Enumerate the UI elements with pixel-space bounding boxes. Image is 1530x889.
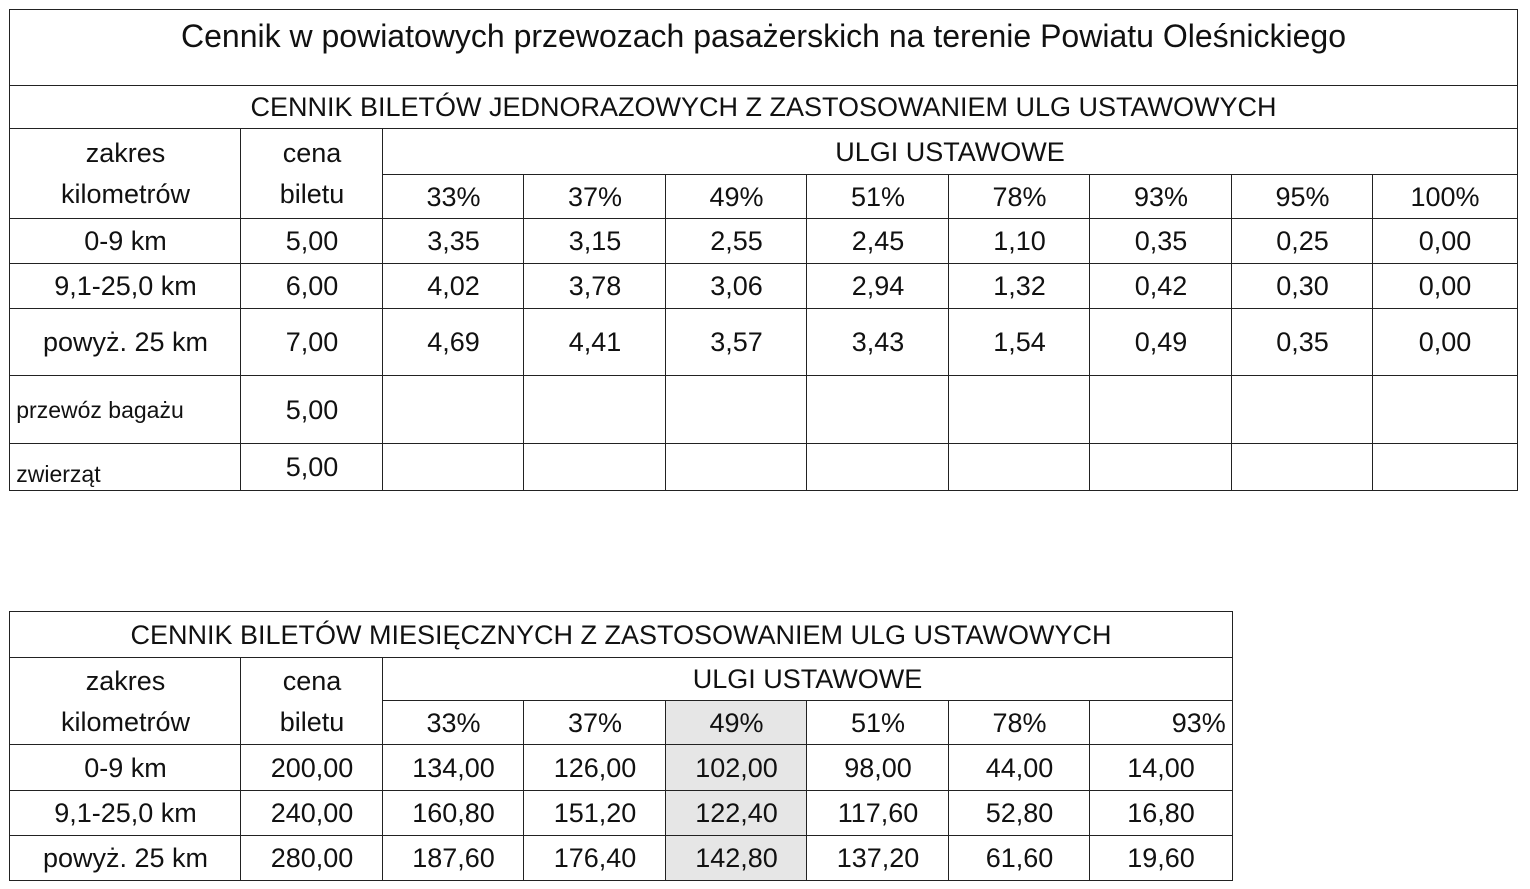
empty-cell (806, 443, 950, 491)
monthly-row1-value: 102,00 (665, 744, 808, 792)
single-row3-value: 1,54 (948, 308, 1091, 377)
single-discount-51: 51% (806, 174, 950, 220)
single-row2-value: 4,02 (382, 263, 525, 310)
monthly-row3-value: 176,40 (523, 835, 667, 881)
single-range-header (9, 128, 242, 220)
empty-cell (948, 443, 1091, 491)
single-discount-49: 49% (665, 174, 808, 220)
monthly-row3-value: 19,60 (1089, 835, 1233, 881)
empty-cell (1372, 443, 1518, 491)
monthly-range-header-line1: zakres (85, 665, 166, 696)
single-row3-value: 0,35 (1231, 308, 1374, 377)
monthly-price-header (240, 657, 384, 746)
single-row3-price: 7,00 (240, 308, 384, 377)
monthly-discount-37: 37% (523, 700, 667, 746)
monthly-row2-value: 52,80 (948, 790, 1091, 837)
single-row2-value: 0,30 (1231, 263, 1374, 310)
single-row3-value: 3,43 (806, 308, 950, 377)
single-discount-37: 37% (523, 174, 667, 220)
single-range-header-line1: zakres (85, 138, 166, 168)
luggage-label: przewóz bagażu (9, 375, 242, 445)
single-row2-value: 3,06 (665, 263, 808, 310)
single-row1-value: 3,15 (523, 218, 667, 265)
empty-cell (1231, 443, 1374, 491)
single-row3-value: 0,00 (1372, 308, 1518, 377)
monthly-row2-value: 16,80 (1089, 790, 1233, 837)
empty-cell (665, 375, 808, 445)
single-row2-price: 6,00 (240, 263, 384, 310)
monthly-row3-price: 280,00 (240, 835, 384, 881)
monthly-row1-value: 44,00 (948, 744, 1091, 792)
single-table-heading: CENNIK BILETÓW JEDNORAZOWYCH Z ZASTOSOWANIEM ULG USTAWOWYCH (9, 85, 1518, 130)
empty-cell (523, 375, 667, 445)
single-row1-price: 5,00 (240, 218, 384, 265)
monthly-discount-49: 49% (665, 700, 808, 746)
single-row1-value: 1,10 (948, 218, 1091, 265)
monthly-row1-range: 0-9 km (9, 744, 242, 792)
empty-cell (1089, 443, 1233, 491)
single-price-header-line2: biletu (279, 179, 345, 209)
monthly-row2-value: 122,40 (665, 790, 808, 837)
single-row2-value: 2,94 (806, 263, 950, 310)
empty-cell (665, 443, 808, 491)
empty-cell (382, 443, 525, 491)
monthly-discounts-header: ULGI USTAWOWE (382, 657, 1233, 702)
single-row3-value: 0,49 (1089, 308, 1233, 377)
animals-label: zwierząt (9, 443, 242, 491)
monthly-row3-value: 61,60 (948, 835, 1091, 881)
monthly-ticket-table (10, 612, 1232, 880)
monthly-discount-78: 78% (948, 700, 1091, 746)
single-discount-93: 93% (1089, 174, 1233, 220)
monthly-row2-range: 9,1-25,0 km (9, 790, 242, 837)
single-row2-value: 1,32 (948, 263, 1091, 310)
monthly-row2-value: 151,20 (523, 790, 667, 837)
single-row1-value: 2,55 (665, 218, 808, 265)
single-row2-value: 0,42 (1089, 263, 1233, 310)
single-row1-range: 0-9 km (9, 218, 242, 265)
single-price-header (240, 128, 384, 220)
empty-cell (1231, 375, 1374, 445)
single-row2-range: 9,1-25,0 km (9, 263, 242, 310)
empty-cell (806, 375, 950, 445)
monthly-table-heading: CENNIK BILETÓW MIESIĘCZNYCH Z ZASTOSOWANIEM ULG USTAWOWYCH (9, 611, 1233, 659)
single-discount-95: 95% (1231, 174, 1374, 220)
single-price-header-line1: cena (282, 138, 342, 168)
single-row1-value: 3,35 (382, 218, 525, 265)
monthly-range-header-line2: kilometrów (60, 706, 191, 737)
monthly-price-header-line2: biletu (279, 706, 345, 737)
monthly-discount-93: 93% (1089, 700, 1233, 746)
monthly-discount-51: 51% (806, 700, 950, 746)
monthly-discount-33: 33% (382, 700, 525, 746)
single-discount-78: 78% (948, 174, 1091, 220)
single-discount-33: 33% (382, 174, 525, 220)
monthly-row2-price: 240,00 (240, 790, 384, 837)
monthly-row1-value: 126,00 (523, 744, 667, 792)
monthly-row1-value: 134,00 (382, 744, 525, 792)
single-discounts-header: ULGI USTAWOWE (382, 128, 1518, 176)
single-range-header-line2: kilometrów (60, 179, 191, 209)
single-row3-value: 3,57 (665, 308, 808, 377)
monthly-row1-price: 200,00 (240, 744, 384, 792)
monthly-row2-value: 160,80 (382, 790, 525, 837)
page-title: Cennik w powiatowych przewozach pasażerskich na terenie Powiatu Oleśnickiego (9, 9, 1518, 87)
monthly-row3-value: 187,60 (382, 835, 525, 881)
single-row1-value: 0,35 (1089, 218, 1233, 265)
empty-cell (523, 443, 667, 491)
monthly-range-header (9, 657, 242, 746)
single-row3-range: powyż. 25 km (9, 308, 242, 377)
single-row1-value: 2,45 (806, 218, 950, 265)
single-ticket-table (10, 10, 1517, 490)
single-row1-value: 0,25 (1231, 218, 1374, 265)
luggage-price: 5,00 (240, 375, 384, 445)
monthly-row3-value: 142,80 (665, 835, 808, 881)
monthly-price-header-line1: cena (282, 665, 342, 696)
monthly-row1-value: 14,00 (1089, 744, 1233, 792)
empty-cell (1372, 375, 1518, 445)
single-row3-value: 4,69 (382, 308, 525, 377)
empty-cell (1089, 375, 1233, 445)
animals-price: 5,00 (240, 443, 384, 491)
monthly-row1-value: 98,00 (806, 744, 950, 792)
empty-cell (948, 375, 1091, 445)
empty-cell (382, 375, 525, 445)
single-discount-100: 100% (1372, 174, 1518, 220)
single-row2-value: 0,00 (1372, 263, 1518, 310)
single-row2-value: 3,78 (523, 263, 667, 310)
single-row3-value: 4,41 (523, 308, 667, 377)
monthly-row3-range: powyż. 25 km (9, 835, 242, 881)
monthly-row2-value: 117,60 (806, 790, 950, 837)
monthly-row3-value: 137,20 (806, 835, 950, 881)
single-row1-value: 0,00 (1372, 218, 1518, 265)
